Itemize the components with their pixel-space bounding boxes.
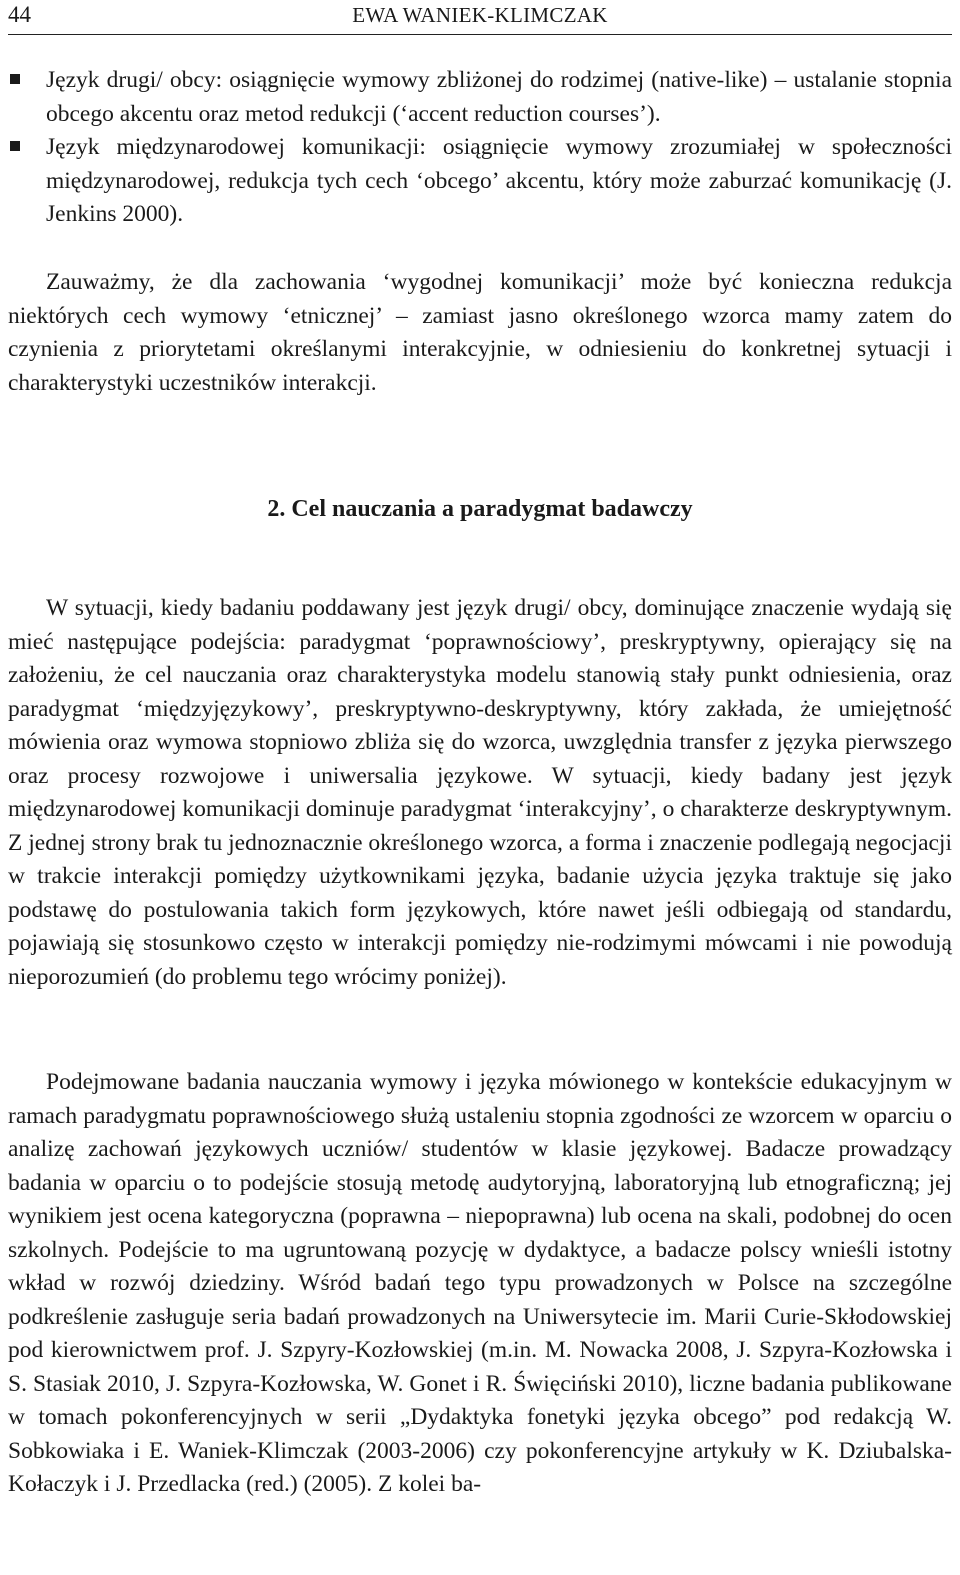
list-item-text: Język międzynarodowej komunikacji: osiągnięcie wymowy zrozumiałej w społeczności międzynarodowej, redukcja tych cech ‘obcego’ akcentu, który może zaburzać komunikację (J. Jenkins 2000). [46, 134, 952, 227]
square-bullet-icon [10, 141, 20, 151]
section-heading: 2. Cel nauczania a paradygmat badawczy [267, 496, 693, 522]
bullet-list [8, 64, 952, 232]
body-paragraph: W sytuacji, kiedy badaniu poddawany jest język drugi/ obcy, dominujące znaczenie wydają się mieć następujące podejścia: paradygmat ‘poprawnościowy’, preskryptywny, opierający się na założeniu, że cel nauczania oraz charakterystyka modelu stanowią stały punkt odniesienia, oraz paradygmat ‘międzyjęzykowy’, preskryptywno-deskryptywny, który zakłada, że umiejętność mówienia oraz wymowa stopniowo zbliża się do wzorca, uwzględnia transfer z języka pierwszego oraz procesy rozwojowe i uniwersalia językowe. W sytuacji, kiedy badany jest język międzynarodowej komunikacji dominuje paradygmat ‘interakcyjny’, o charakterze deskryptywnym. Z jednej strony brak tu jednoznacznie określonego wzorca, a forma i znaczenie podlegają negocjacji w trakcie interakcji pomiędzy użytkownikami języka, badanie użycia języka traktuje się jako podstawę do postulowania takich form językowych, które nawet jeśli odbiegają od standardu, pojawiają się stosunkowo często w interakcji pomiędzy nie-rodzimymi mówcami i nie powodują nieporozumień (do problemu tego wrócimy poniżej). [8, 595, 952, 990]
page-number: 44 [8, 2, 31, 27]
body-paragraph: Podejmowane badania nauczania wymowy i języka mówionego w kontekście edukacyjnym w ramach paradygmatu poprawnościowego służą ustaleniu stopnia zgodności ze wzorcem w oparciu o analizę zachowań językowych uczniów/ studentów w klasie językowej. Badacze prowadzący badania w oparciu o to podejście stosują metodę audytoryjną, laboratoryjną lub etnograficzną; jej wynikiem jest ocena kategoryczna (poprawna – niepoprawna) lub ocena na skali, podobnej do ocen szkolnych. Podejście to ma ugruntowaną pozycję w dydaktyce, a badacze polscy wnieśli istotny wkład w rozwój dziedziny. Wśród badań tego typu prowadzonych w Polsce na szczególne podkreślenie zasługuje seria badań prowadzonych na Uniwersytecie im. Marii Curie-Skłodowskiej pod kierownictwem prof. J. Szpyry-Kozłowskiej (m.in. M. Nowacka 2008, J. Szpyra-Kozłowska i S. Stasiak 2010, J. Szpyra-Kozłowska, W. Gonet i R. Święciński 2010), liczne badania publikowane w tomach pokonferencyjnych w serii „Dydaktyka fonetyki języka obcego” pod redakcją W. Sobkowiaka i E. Waniek-Klimczak (2003-2006) czy pokonferencyjne artykuły w K. Dziubalska-Kołaczyk i J. Przedlacka (red.) (2005). Z kolei ba- [8, 1069, 952, 1497]
list-item-text: Język drugi/ obcy: osiągnięcie wymowy zbliżonej do rodzimej (native-like) – ustalanie stopnia obcego akcentu oraz metod redukcji (‘accent reduction courses’). [46, 67, 952, 127]
list-item [8, 131, 952, 232]
square-bullet-icon [10, 74, 20, 84]
list-item [8, 64, 952, 131]
page-header [8, 0, 952, 35]
running-head: EWA WANIEK-KLIMCZAK [352, 3, 608, 27]
body-paragraph: Zauważmy, że dla zachowania ‘wygodnej komunikacji’ może być konieczna redukcja niektórych cech wymowy ‘etnicznej’ – zamiast jasno określonego wzorca mamy zatem do czynienia z priorytetami określanymi interakcyjnie, w odniesieniu do konkretnej sytuacji i charakterystyki uczestników interakcji. [8, 269, 952, 396]
